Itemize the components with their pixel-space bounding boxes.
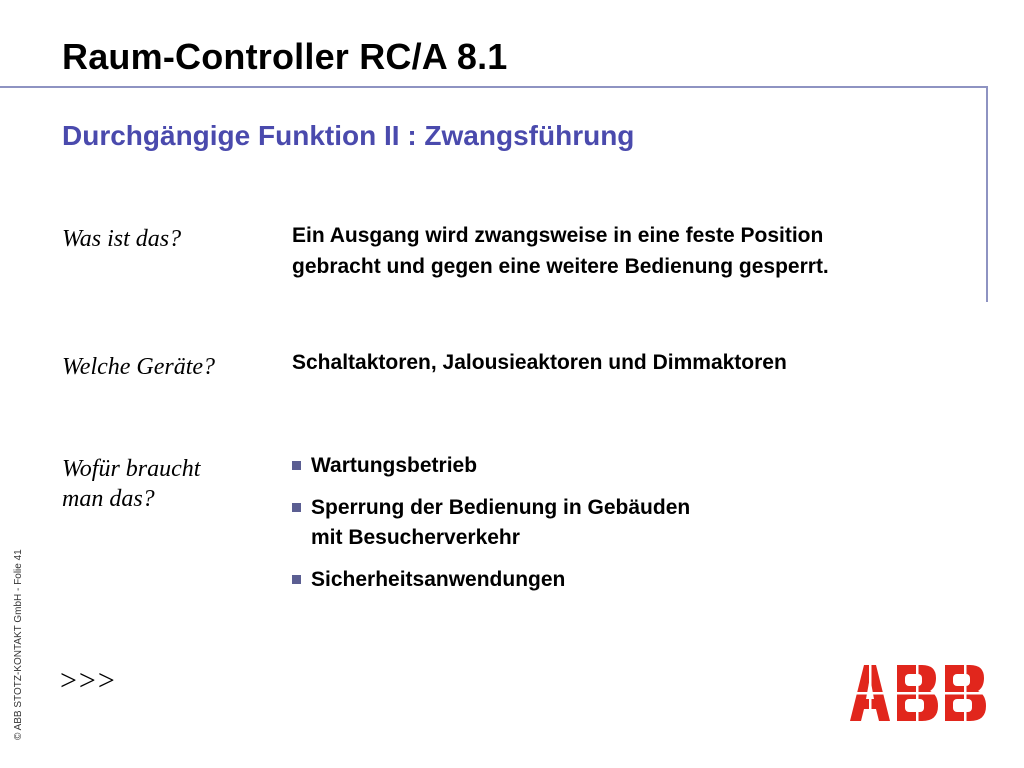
slide-subtitle: Durchgängige Funktion II : Zwangsführung xyxy=(62,120,635,151)
question-what-for xyxy=(62,454,200,514)
square-bullet-icon xyxy=(292,461,301,470)
answer-which-devices: Schaltaktoren, Jalousieaktoren und Dimmaktoren xyxy=(292,351,787,374)
list-item xyxy=(292,565,690,595)
answer-line: gebracht und gegen eine weitere Bedienung gesperrt. xyxy=(292,255,829,278)
question-what-is-it: Was ist das? xyxy=(62,226,182,252)
list-item-text: mit Besucherverkehr xyxy=(311,526,520,549)
abb-logo-icon xyxy=(850,665,986,721)
answer-what-is-it xyxy=(292,220,829,282)
question-line: Wofür braucht xyxy=(62,456,201,482)
square-bullet-icon xyxy=(292,575,301,584)
use-case-list xyxy=(292,451,690,607)
question-which-devices: Welche Geräte? xyxy=(62,354,216,380)
list-item-text: Wartungsbetrieb xyxy=(311,454,478,477)
list-item-text: Sicherheitsanwendungen xyxy=(311,568,566,591)
copyright-footer: © ABB STOTZ-KONTAKT GmbH - Folie 41 xyxy=(13,549,24,740)
frame-right-border xyxy=(986,86,988,302)
question-line: man das? xyxy=(62,486,155,512)
list-item xyxy=(292,493,690,553)
list-item xyxy=(292,451,690,481)
slide-title: Raum-Controller RC/A 8.1 xyxy=(62,36,508,77)
next-slide-link[interactable]: >>> xyxy=(60,664,117,697)
header-divider xyxy=(0,86,988,88)
abb-logo xyxy=(850,665,986,726)
list-item-text: Sperrung der Bedienung in Gebäuden xyxy=(311,496,691,519)
answer-line: Ein Ausgang wird zwangsweise in eine feste Position xyxy=(292,224,824,247)
square-bullet-icon xyxy=(292,503,301,512)
